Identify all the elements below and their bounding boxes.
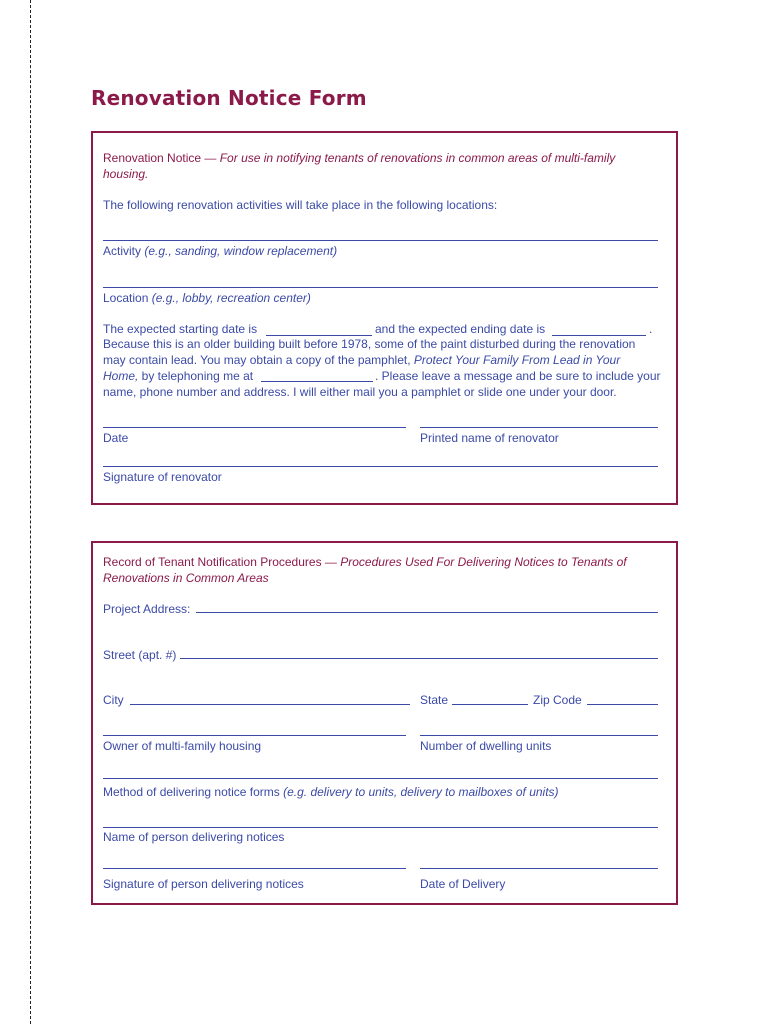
- record-heading: Record of Tenant Notification Procedures: [103, 555, 322, 569]
- name-delivering-label: Name of person delivering notices: [103, 830, 285, 844]
- record-heading-line: [103, 555, 627, 570]
- renovator-signature-label: Signature of renovator: [103, 470, 222, 484]
- printed-name-label: Printed name of renovator: [420, 431, 559, 445]
- date-label: Date: [103, 431, 129, 445]
- record-heading-desc-cont: Renovations in Common Areas: [103, 571, 269, 585]
- p4-b: by telephoning me at: [138, 369, 254, 383]
- zip-field[interactable]: [587, 704, 658, 705]
- pamphlet-title: Protect Your Family From Lead in Your: [413, 353, 621, 367]
- activity-hint: (e.g., sanding, window replacement): [144, 244, 338, 258]
- state-field[interactable]: [452, 704, 528, 705]
- state-label: State: [420, 693, 449, 707]
- renovator-signature-field[interactable]: [103, 466, 658, 467]
- zip-label: Zip Code: [533, 693, 582, 707]
- delivery-method-hint: (e.g. delivery to units, delivery to mailboxes of units): [283, 785, 559, 799]
- city-field[interactable]: [130, 704, 410, 705]
- notice-heading-line: [103, 151, 615, 166]
- page-title: Renovation Notice Form: [91, 86, 367, 110]
- location-label-line: [103, 291, 311, 306]
- street-field[interactable]: [180, 658, 658, 659]
- street-label: Street (apt. #): [103, 648, 177, 662]
- telephone-field[interactable]: [261, 381, 373, 382]
- notice-heading-desc-cont: housing.: [103, 167, 149, 181]
- p3-a: may contain lead. You may obtain a copy of the pamphlet,: [103, 353, 414, 367]
- project-address-label: Project Address:: [103, 602, 191, 616]
- p4-lead: [103, 369, 253, 384]
- delivery-method-label-line: [103, 785, 559, 800]
- project-address-field[interactable]: [196, 612, 658, 613]
- notice-heading: Renovation Notice: [103, 151, 202, 165]
- date-delivery-label: Date of Delivery: [420, 877, 506, 891]
- activity-field[interactable]: [103, 240, 658, 241]
- delivery-method-label: Method of delivering notice forms: [103, 785, 284, 799]
- ending-date-field[interactable]: [552, 335, 646, 336]
- p5: name, phone number and address. I will either mail you a pamphlet or slide one under your door.: [103, 385, 617, 399]
- p2: Because this is an older building built before 1978, some of the paint disturbed during the renovation: [103, 337, 636, 351]
- activity-label-line: [103, 244, 337, 259]
- owner-label: Owner of multi-family housing: [103, 739, 262, 753]
- activity-label: Activity: [103, 244, 145, 258]
- p1-end: .: [649, 322, 653, 336]
- pamphlet-title-cont: Home,: [103, 369, 139, 383]
- date-field[interactable]: [103, 427, 406, 428]
- p1-mid: and the expected ending date is: [375, 322, 546, 336]
- units-field[interactable]: [420, 735, 658, 736]
- printed-name-field[interactable]: [420, 427, 658, 428]
- p1-start: The expected starting date is: [103, 322, 258, 336]
- notice-intro: The following renovation activities will take place in the following locations:: [103, 198, 498, 212]
- delivery-method-field[interactable]: [103, 778, 658, 779]
- signature-delivering-field[interactable]: [103, 868, 406, 869]
- notice-heading-desc: — For use in notifying tenants of renovations in common areas of multi-family: [201, 151, 616, 165]
- city-label: City: [103, 693, 124, 707]
- p4-c: . Please leave a message and be sure to include your: [375, 369, 661, 383]
- name-delivering-field[interactable]: [103, 827, 658, 828]
- location-hint: (e.g., lobby, recreation center): [151, 291, 311, 305]
- units-label: Number of dwelling units: [420, 739, 552, 753]
- renovation-notice-section: [91, 131, 678, 505]
- location-field[interactable]: [103, 287, 658, 288]
- owner-field[interactable]: [103, 735, 406, 736]
- signature-delivering-label: Signature of person delivering notices: [103, 877, 304, 891]
- starting-date-field[interactable]: [266, 335, 372, 336]
- date-delivery-field[interactable]: [420, 868, 658, 869]
- p3-line: [103, 353, 620, 368]
- record-heading-desc: — Procedures Used For Delivering Notices to Tenants of: [321, 555, 627, 569]
- perforation-line: [30, 0, 31, 1024]
- location-label: Location: [103, 291, 152, 305]
- record-section: [91, 541, 678, 905]
